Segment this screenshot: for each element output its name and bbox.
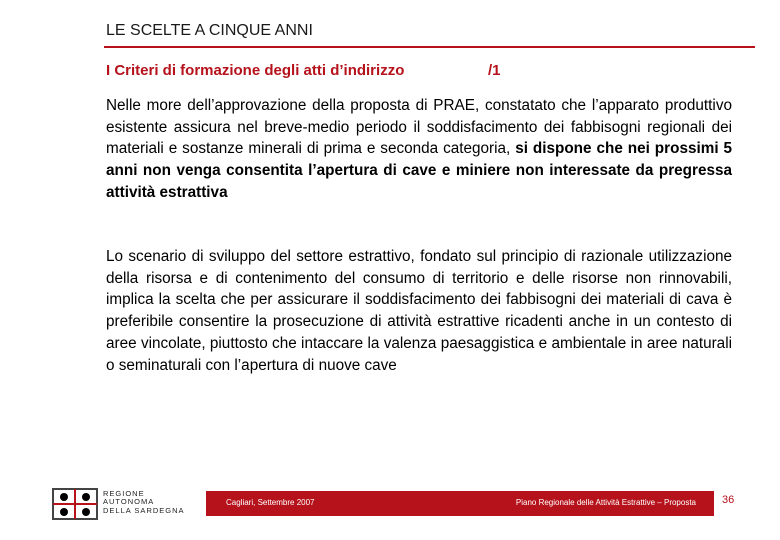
paragraph-1-normal: Nelle more dell’approvazione della proposta di PRAE, constatato che l’apparato produttivo esistente assicura nel breve-medio periodo il soddisfacimento dei fabbisogni regionali dei materiali e sostanze minerali di prima e seconda categoria, [106, 97, 732, 158]
page-number: 36 [722, 494, 735, 506]
sardinia-logo-icon [52, 488, 98, 520]
region-line-2: AUTONOMA [103, 497, 155, 507]
region-line-3: DELLA SARDEGNA [103, 505, 185, 515]
footer-date: Cagliari, Settembre 2007 [226, 498, 315, 507]
section-subtitle: I Criteri di formazione degli atti d’indirizzo [106, 62, 405, 79]
paragraph-2: Lo scenario di sviluppo del settore estrattivo, fondato sul principio di razionale utilizzazione della risorsa e di contenimento del consumo di territorio e delle risorse non rinnovabili, implica la scelta che per assicurare il soddisfacimento dei fabbisogni dei materiali di cava è preferibile consentire la prosecuzione di attività estrattive ricadenti anche in un contesto di aree vincolate, piuttosto che intaccare la valenza paesaggistica e ambientale in aree naturali o seminaturali con l’apertura di nuove cave [106, 248, 732, 374]
title-divider [104, 46, 755, 48]
region-name [103, 490, 185, 515]
paragraph-1 [106, 95, 732, 204]
section-number: /1 [488, 62, 501, 79]
paragraph-1-bold: si dispone che nei prossimi 5 anni non venga consentita l’apertura di cave e miniere non interessate da pregressa attività estrattiva [106, 140, 733, 201]
region-line-1: REGIONE [103, 489, 145, 498]
footer-plan-title: Piano Regionale delle Attività Estrattive – Proposta [515, 498, 696, 507]
page-title: LE SCELTE A CINQUE ANNI [106, 22, 313, 39]
